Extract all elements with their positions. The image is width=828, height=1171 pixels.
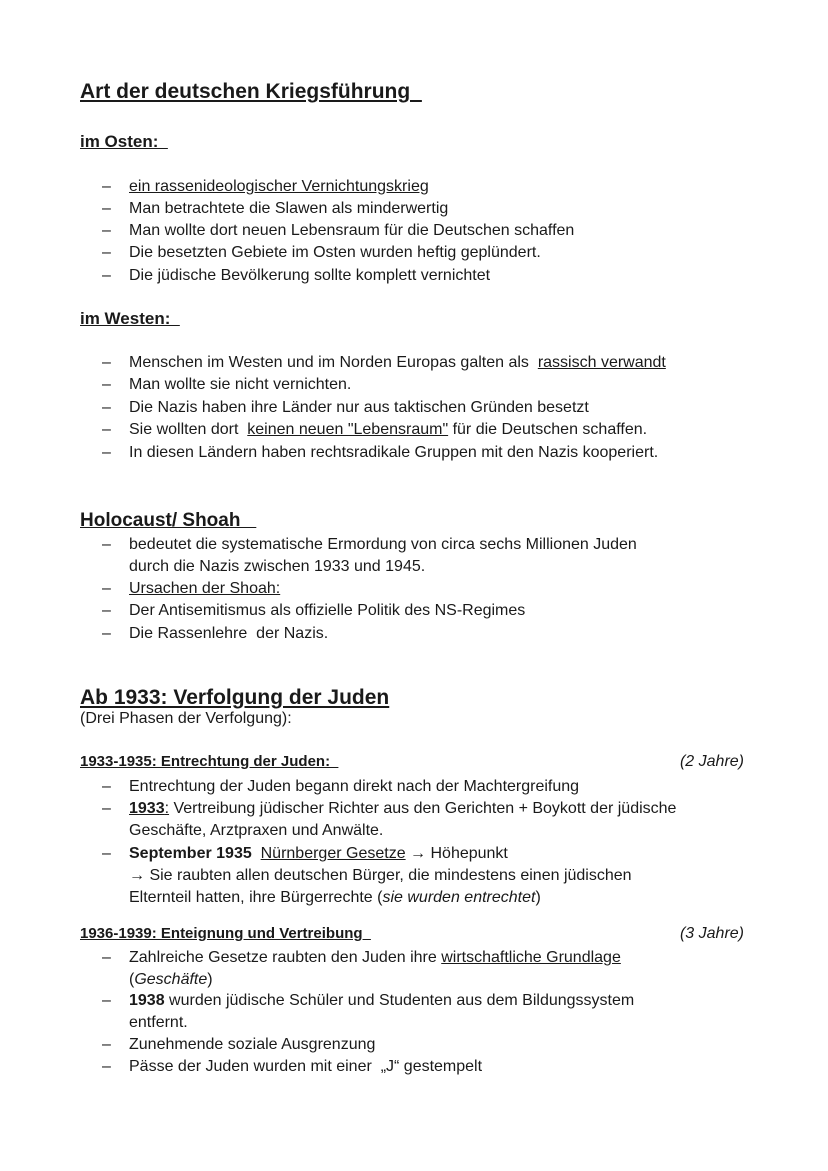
list-item-text: (Geschäfte) xyxy=(129,971,213,988)
list-item-text: Zahlreiche Gesetze raubten den Juden ihre wirtschaftliche Grundlage xyxy=(129,949,621,966)
list-item-text: Man wollte dort neuen Lebensraum für die Deutschen schaffen xyxy=(129,222,575,239)
list-item-text: bedeutet die systematische Ermordung von circa sechs Millionen Juden xyxy=(129,536,637,553)
heading-phase-1: 1933-1935: Entrechtung der Juden: xyxy=(80,753,339,770)
bullet-dash: – xyxy=(102,992,111,1009)
bullet-dash: – xyxy=(102,244,111,261)
list-item-text: Ursachen der Shoah: xyxy=(129,580,281,597)
list-item-text: entfernt. xyxy=(129,1014,188,1031)
list-item-text: 1938 wurden jüdische Schüler und Studenten aus dem Bildungssystem xyxy=(129,992,635,1009)
bullet-dash: – xyxy=(102,949,111,966)
list-item-text: Man wollte sie nicht vernichten. xyxy=(129,376,352,393)
list-item-text: In diesen Ländern haben rechtsradikale Gruppen mit den Nazis kooperiert. xyxy=(129,444,659,461)
bullet-dash: – xyxy=(102,602,111,619)
heading-verfolgung: Ab 1933: Verfolgung der Juden xyxy=(80,686,390,709)
list-item-text: Entrechtung der Juden begann direkt nach der Machtergreifung xyxy=(129,778,580,795)
phase-2-duration: (3 Jahre) xyxy=(679,925,744,942)
list-item-text: Die jüdische Bevölkerung sollte komplett vernichtet xyxy=(129,267,491,284)
list-item-text: Menschen im Westen und im Norden Europas galten als rassisch verwandt xyxy=(129,354,666,371)
list-item-text: September 1935 Nürnberger Gesetze → Höhepunkt xyxy=(129,845,508,862)
bullet-dash: – xyxy=(102,421,111,438)
bullet-dash: – xyxy=(102,845,111,862)
list-item-text: Pässe der Juden wurden mit einer „J“ gestempelt xyxy=(129,1058,483,1075)
subtitle-phasen: (Drei Phasen der Verfolgung): xyxy=(80,710,292,727)
bullet-dash: – xyxy=(102,580,111,597)
list-item-text: 1933: Vertreibung jüdischer Richter aus den Gerichten + Boykott der jüdische xyxy=(129,800,677,817)
bullet-dash: – xyxy=(102,267,111,284)
heading-holocaust: Holocaust/ Shoah xyxy=(80,510,257,531)
list-item-text: Zunehmende soziale Ausgrenzung xyxy=(129,1036,376,1053)
phase-1-duration: (2 Jahre) xyxy=(679,753,744,770)
list-item-text: ein rassenideologischer Vernichtungskrieg xyxy=(129,178,429,195)
bullet-dash: – xyxy=(102,222,111,239)
list-item-text: Die Rassenlehre der Nazis. xyxy=(129,625,329,642)
list-item-text: Der Antisemitismus als offizielle Politik des NS-Regimes xyxy=(129,602,526,619)
bullet-dash: – xyxy=(102,444,111,461)
bullet-dash: – xyxy=(102,354,111,371)
list-item-text: durch die Nazis zwischen 1933 und 1945. xyxy=(129,558,426,575)
list-item-text: Die besetzten Gebiete im Osten wurden heftig geplündert. xyxy=(129,244,541,261)
list-item-text: → Sie raubten allen deutschen Bürger, die mindestens einen jüdischen xyxy=(129,867,632,884)
bullet-dash: – xyxy=(102,1036,111,1053)
heading-phase-2: 1936-1939: Enteignung und Vertreibung xyxy=(80,925,371,942)
heading-westen: im Westen: xyxy=(80,309,180,328)
bullet-dash: – xyxy=(102,376,111,393)
list-item-text: Elternteil hatten, ihre Bürgerrechte (sie wurden entrechtet) xyxy=(129,889,541,906)
heading-osten: im Osten: xyxy=(80,132,168,151)
bullet-dash: – xyxy=(102,625,111,642)
bullet-dash: – xyxy=(102,399,111,416)
list-item-text: Man betrachtete die Slawen als minderwertig xyxy=(129,200,449,217)
bullet-dash: – xyxy=(102,178,111,195)
list-item-text: Die Nazis haben ihre Länder nur aus taktischen Gründen besetzt xyxy=(129,399,589,416)
list-item-text: Sie wollten dort keinen neuen "Lebensraum" für die Deutschen schaffen. xyxy=(129,421,648,438)
bullet-dash: – xyxy=(102,200,111,217)
bullet-dash: – xyxy=(102,536,111,553)
bullet-dash: – xyxy=(102,800,111,817)
page-title: Art der deutschen Kriegsführung xyxy=(80,80,422,103)
list-item-text: Geschäfte, Arztpraxen und Anwälte. xyxy=(129,822,384,839)
bullet-dash: – xyxy=(102,778,111,795)
bullet-dash: – xyxy=(102,1058,111,1075)
